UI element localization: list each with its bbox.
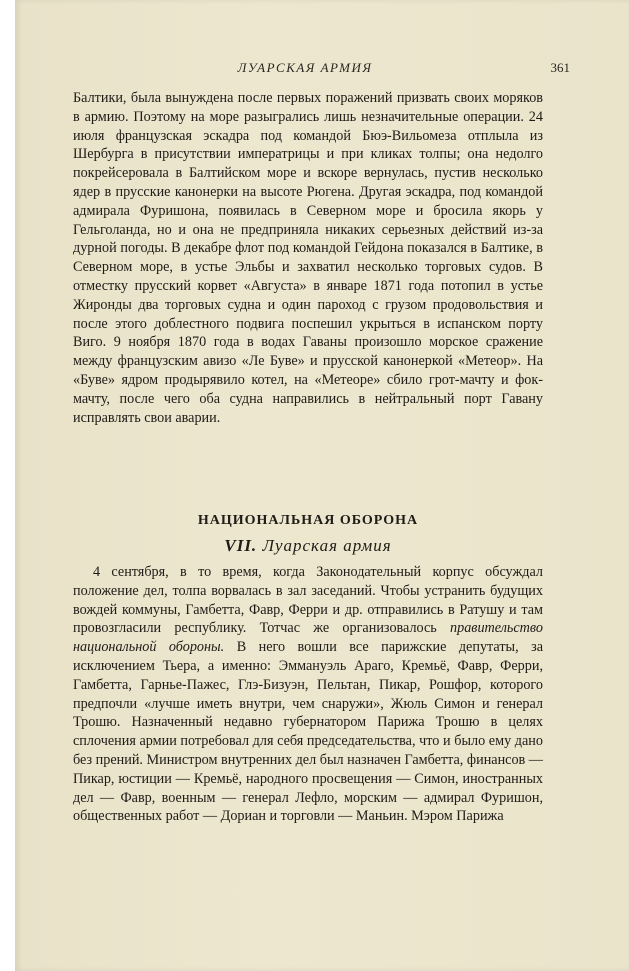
paragraph-text-part-1: 4 сентября, в то время, когда Законодательный корпус обсуждал положение дел, толпа ворвалась в зал заседаний. Чтобы устранить будущих вождей коммуны, Гамбетта, Фавр, Ферри и др. отправились в Ратушу и там провозгласили республику. Тотчас же организовалось xyxy=(73,564,543,637)
chapter-number: VII. xyxy=(224,536,258,555)
page-header xyxy=(40,60,570,80)
section-heading: НАЦИОНАЛЬНАЯ ОБОРОНА xyxy=(197,513,419,528)
page-margin-left xyxy=(0,0,15,971)
paragraph-national-defense xyxy=(73,563,543,826)
chapter-heading xyxy=(73,536,543,556)
chapter-title: Луарская армия xyxy=(262,536,392,555)
paragraph-emphasis: правительство национальной обороны. xyxy=(73,620,543,656)
running-title: ЛУАРСКАЯ АРМИЯ xyxy=(237,60,373,75)
paragraph-naval-operations: Балтики, была вынуждена после первых поражений призвать своих моряков в армию. Поэтому на море разыгрались лишь незначительные операции. 24 июля французская эскадра под командой Бюэ-Вильомеза отплыла из Шербурга в присутствии императрицы и при кликах толпы; она недолго покрейсеровала в Балтийском море и вскоре вернулась, пустив несколько ядер в прусские канонерки на высоте Рюгена. Другая эскадра, под командой адмирала Фуришона, появилась в Северном море и бросила якорь у Гельголанда, но и она не предприняла никаких серьезных действий из-за дурной погоды. В декабре флот под командой Гейдона показался в Балтике, в Северном море, в устье Эльбы и захватил несколько торговых судов. В отместку прусский корвет «Августа» в январе 1871 года потопил в устье Жиронды два торговых судна и один пароход с грузом продовольствия и после этого доблестного подвига поспешил укрыться в испанском порту Виго. 9 ноября 1870 года в водах Гаваны произошло морское сражение между французским авизо «Ле Буве» и прусской канонеркой «Метеор». На «Буве» ядром продырявило котел, на «Метеоре» сбило грот-мачту и фок-мачту, после чего оба судна направились в нейтральный порт Гавану исправлять свои аварии. xyxy=(73,90,543,426)
paragraph-text-part-2: В него вошли все парижские депутаты, за исключением Тьера, а именно: Эммануэль Араго, Кремьё, Фавр, Ферри, Гамбетта, Гарнье-Пажес, Глэ-Бизуэн, Пельтан, Пикар, Рошфор, которого предпочли «лучше иметь внутри, чем снаружи», Жюль Симон и генерал Трошю. Назначенный недавно губернатором Парижа Трошю в целях сплочения армии потребовал для себя председательства, что и было ему дано без прений. Министром внутренних дел был назначен Гамбетта, финансов — Пикар, юстиции — Кремьё, народного просвещения — Симон, иностранных дел — Фавр, военным — генерал Лефло, морским — адмирал Фуришон, общественных работ — Дориан и торговли — Маньин. Мэром Парижа xyxy=(73,639,543,825)
page-number: 361 xyxy=(550,60,570,75)
